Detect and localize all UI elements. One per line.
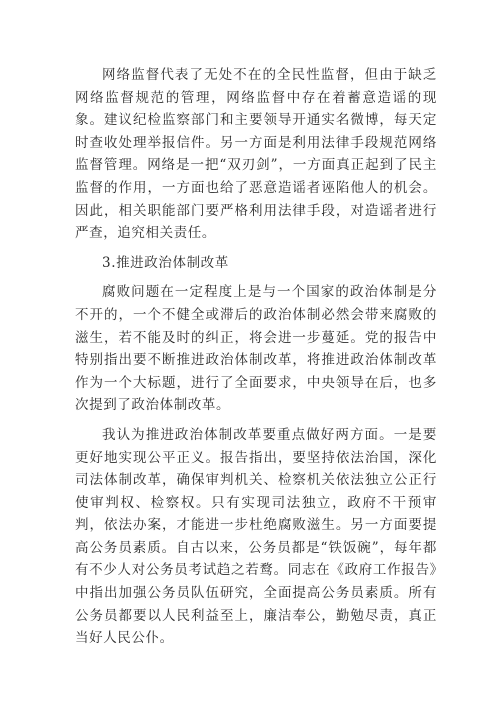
section-heading-political-reform: 3.推进政治体制改革 — [102, 254, 229, 271]
paragraph-spacer — [75, 245, 437, 252]
document-body — [75, 64, 437, 650]
paragraph-spacer — [75, 417, 437, 424]
paragraph-two-aspects: 我认为推进政治体制改革要重点做好两方面。一是要更好地实现公平正义。报告指出，要坚持依法治国，深化司法体制改革，确保审判机关、检察机关依法独立公正行使审判权、检察权。只有实现司法独立，政府不干预审判，依法办案，才能进一步杜绝腐败滋生。另一方面要提高公务员素质。自古以来，公务员都是“铁饭碗”，每年都有不少人对公务员考试趋之若鹜。同志在《政府工作报告》中指出加强公务员队伍研究，全面提高公务员素质。所有公务员都要以人民利益至上，廉洁奉公，勤勉尽责，真正当好人民公仆。 — [75, 426, 437, 647]
paragraph-spacer — [75, 274, 437, 281]
paragraph-network-supervision: 网络监督代表了无处不在的全民性监督，但由于缺乏网络监督规范的管理，网络监督中存在着蓄意造谣的现象。建议纪检监察部门和主要领导开通实名微博，每天定时查收处理举报信件。另一方面是利用法律手段规范网络监督管理。网络是一把“双刃剑”，一方面真正起到了民主监督的作用，一方面也给了恶意造谣者诬陷他人的机会。因此，相关职能部门要严格利用法律手段，对造谣者进行严查，追究相关责任。 — [75, 67, 437, 242]
paragraph-corruption-system: 腐败问题在一定程度上是与一个国家的政治体制是分不开的，一个不健全或滞后的政治体制必然会带来腐败的滋生，若不能及时的纠正，将会进一步蔓延。党的报告中特别指出要不断推进政治体制改革，将推进政治体制改革作为一个大标题，进行了全面要求，中央领导在后，也多次提到了政治体制改革。 — [75, 284, 437, 414]
